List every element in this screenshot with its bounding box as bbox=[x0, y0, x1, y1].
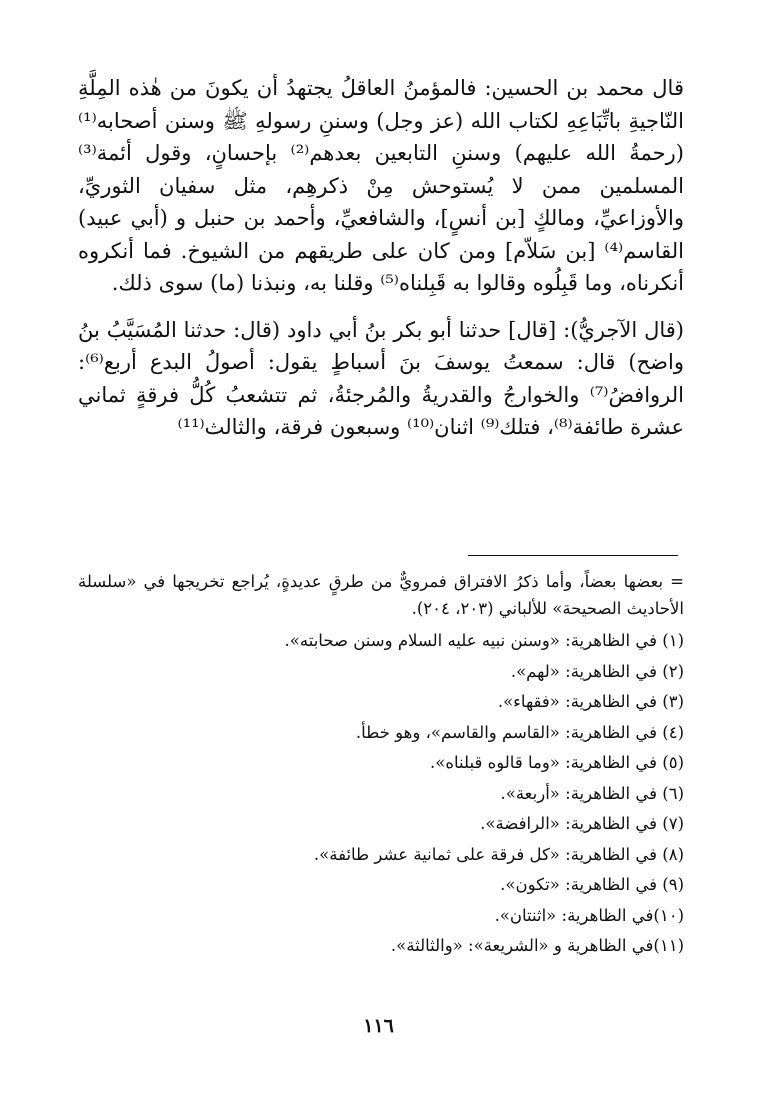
footnote-separator bbox=[468, 555, 678, 556]
page-number: ١١٦ bbox=[363, 1015, 394, 1037]
footnote-9: (٩) في الظاهرية: «تكون». bbox=[500, 875, 684, 894]
footnote-continuation: = بعضها بعضاً، وأما ذكرُ الافتراق فمرويٌّ من طرقٍ عديدةٍ، يُراجع تخريجها في «سلسلة الأحاديث الصحيحة» للألباني (٢٠٣، ٢٠٤). bbox=[78, 572, 684, 618]
footnote-10: (١٠)في الظاهرية: «اثنتان». bbox=[494, 905, 684, 925]
footnote-7: (٧) في الظاهرية: «الرافضة». bbox=[480, 814, 684, 833]
footnote-3: (٣) في الظاهرية: «فقهاء». bbox=[497, 692, 684, 711]
footnote-5: (٥) في الظاهرية: «وما قالوه قبلناه». bbox=[430, 753, 684, 772]
footnote-8: (٨) في الظاهرية: «كل فرقة على ثمانية عشر طائفة». bbox=[313, 844, 684, 864]
footnote-4: (٤) في الظاهرية: «القاسم والقاسم»، وهو خطأ. bbox=[355, 722, 684, 742]
main-text bbox=[78, 72, 684, 444]
footnote-6: (٦) في الظاهرية: «أربعة». bbox=[500, 783, 684, 803]
footnote-11: (١١)في الظاهرية و «الشريعة»: «والثالثة». bbox=[390, 936, 684, 955]
paragraph-1: قال محمد بن الحسين: فالمؤمنُ العاقلُ يجتهدُ أن يكونَ من هٰذه المِلَّةِ النّاجيةِ باتِّبَاعِهِ لكتاب الله (عز وجل) وسننِ رسولهِ ﷺ وسنن أصحابه⁽¹⁾ (رحمةُ الله عليهم) وسننِ التابعين بعدهم⁽²⁾ بإحسانٍ، وقول أئمة⁽³⁾ المسلمين ممن لا يُستوحش مِنْ ذكرهِم، مثل سفيان الثوريِّ، والأوزاعيِّ، ومالكٍ [بن أنسٍ]، والشافعيِّ، وأحمد بن حنبل و (أبي عبيد) القاسم⁽⁴⁾ [بن سَلاّم] ومن كان على طريقهم من الشيوخ. فما أنكروه أنكرناه، وما قَبِلُوه وقالوا به قَبِلناه⁽⁵⁾ وقلنا به، ونبذنا (ما) سوى ذلك. bbox=[78, 76, 684, 295]
footnote-2: (٢) في الظاهرية: «لهم». bbox=[510, 661, 684, 681]
footnote-1: (١) في الظاهرية: «وسنن نبيه عليه السلام وسنن صحابته». bbox=[284, 631, 684, 650]
footnotes bbox=[78, 568, 684, 963]
paragraph-2: (قال الآجريُّ): [قال] حدثنا أبو بكر بنُ أبي داود (قال: حدثنا المُسَيَّبُ بنُ واضح) قال: سمعتُ يوسفَ بنَ أسباطٍ يقول: أصولُ البدع أربع⁽⁶⁾: الروافضُ⁽⁷⁾ والخوارجُ والقدريةُ والمُرجئةُ، ثم تتشعبُ كُلُّ فرقةٍ ثماني عشرة طائفة⁽⁸⁾، فتلك⁽⁹⁾ اثنان⁽¹⁰⁾ وسبعون فرقة، والثالث⁽¹¹⁾ bbox=[78, 317, 684, 439]
